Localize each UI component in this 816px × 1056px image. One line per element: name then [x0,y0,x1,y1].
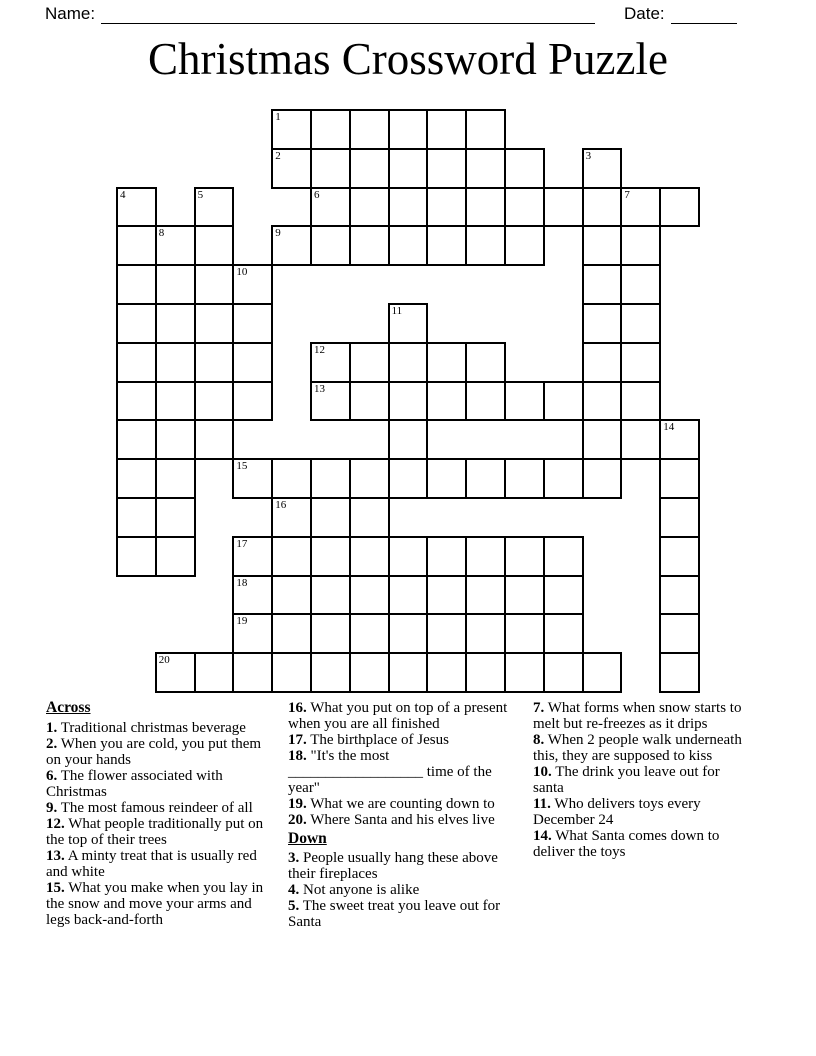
grid-cell [659,575,700,616]
clue-text: People usually hang these above their fireplaces [288,850,498,882]
grid-cell-number: 18 [236,576,248,589]
grid-cell [388,381,429,422]
grid-cell [582,458,623,499]
name-label: Name: [45,4,96,23]
grid-cell [465,536,506,577]
clue-text: What you make when you lay in the snow and move your arms and legs back-and-forth [46,880,264,928]
clue-number: 10. [533,764,552,780]
grid-cell [465,342,506,383]
grid-cell [116,225,157,266]
clue-number: 7. [533,700,545,716]
clue-number: 14. [533,828,552,844]
grid-cell [543,613,584,654]
grid-cell [465,652,506,693]
grid-cell-number: 12 [314,343,325,356]
clue-number: 5. [288,898,300,914]
grid-cell [388,652,429,693]
grid-cell [116,497,157,538]
clue [533,828,752,860]
grid-cell-number: 5 [197,188,204,201]
grid-cell [271,652,312,693]
clue-number: 11. [533,796,551,812]
grid-cell [582,381,623,422]
grid-cell [116,187,157,228]
grid-cell [388,458,429,499]
down-heading: Down [288,830,327,847]
grid-cell [310,613,351,654]
grid-cell [155,458,196,499]
clue-text: When 2 people walk underneath this, they are supposed to kiss [533,732,742,764]
grid-cell [349,381,390,422]
across-clues-part2 [288,700,512,828]
clue-number: 15. [46,880,65,896]
grid-cell [388,187,429,228]
grid-cell [426,342,467,383]
grid-cell [116,458,157,499]
clue-text: A minty treat that is usually red and white [46,848,257,880]
grid-cell [232,381,273,422]
grid-cell [465,187,506,228]
grid-cell [504,148,545,189]
clue [533,700,752,732]
grid-cell-number: 10 [236,266,248,279]
grid-cell [426,225,467,266]
grid-cell [426,652,467,693]
grid-cell-number: 15 [236,460,248,473]
grid-cell [388,148,429,189]
clue-number: 12. [46,816,65,832]
grid-cell [620,264,661,305]
grid-cell [116,381,157,422]
grid-cell-number: 13 [314,382,325,395]
grid-cell [582,419,623,460]
grid-cell [620,342,661,383]
grid-cell [426,575,467,616]
clue-number: 2. [46,736,58,752]
grid-cell [504,458,545,499]
grid-cell [349,109,390,150]
clue-text: What you put on top of a present when you are all finished [288,700,508,732]
grid-cell [582,652,623,693]
grid-cell-number: 9 [275,227,281,240]
grid-cell-number: 3 [585,149,592,162]
grid-cell [504,187,545,228]
grid-cell [232,303,273,344]
clue [533,796,752,828]
grid-cell-number: 14 [663,421,675,434]
grid-cell [504,652,545,693]
clue [288,898,512,930]
clue-number: 20. [288,812,307,828]
clue [288,812,512,828]
grid-cell [426,109,467,150]
grid-cell [504,381,545,422]
grid-cell [620,381,661,422]
clue [533,764,752,796]
clue-column-1 [46,700,279,928]
clue-text: What people traditionally put on the top of their trees [46,816,264,848]
page-title: Christmas Crossword Puzzle [148,34,668,84]
grid-cell [349,536,390,577]
grid-cell [582,303,623,344]
grid-cell [194,264,235,305]
clue-number: 13. [46,848,65,864]
grid-cell-number: 2 [275,149,281,162]
grid-cell [349,187,390,228]
grid-cell [388,419,429,460]
grid-cell [194,225,235,266]
clue-number: 17. [288,732,307,748]
clue [288,700,512,732]
grid-cell [310,342,351,383]
clue [46,848,279,880]
grid-cell [349,652,390,693]
grid-cell [465,575,506,616]
grid-cell [388,613,429,654]
down-clues-part2 [533,700,752,860]
grid-cell-number: 7 [624,188,630,201]
grid-cell [194,187,235,228]
grid-cell [155,225,196,266]
grid-cell [310,187,351,228]
grid-cell [465,148,506,189]
grid-cell [620,419,661,460]
clue-text: The most famous reindeer of all [60,800,253,816]
clue-number: 16. [288,700,307,716]
crossword-grid [116,109,702,695]
grid-cell [465,225,506,266]
grid-cell-number: 8 [158,227,165,240]
clue [46,880,279,928]
clue [46,816,279,848]
clue-number: 4. [288,882,300,898]
grid-cell [310,225,351,266]
grid-cell [155,381,196,422]
clue [46,736,279,768]
grid-cell [388,109,429,150]
grid-cell [659,458,700,499]
clue-number: 9. [46,800,58,816]
grid-cell [465,458,506,499]
grid-cell [620,225,661,266]
grid-cell [232,458,273,499]
clue-text: The drink you leave out for santa [533,764,720,796]
date-label: Date: [624,4,665,23]
clue-text: What Santa comes down to deliver the toys [533,828,720,860]
grid-cell [659,497,700,538]
grid-cell [349,497,390,538]
grid-cell [155,419,196,460]
grid-cell [155,303,196,344]
clue [288,732,512,748]
grid-cell [116,303,157,344]
grid-cell [388,536,429,577]
grid-cell [310,381,351,422]
grid-cell [155,342,196,383]
grid-cell [504,575,545,616]
grid-cell [543,381,584,422]
grid-cell [116,536,157,577]
grid-cell [388,225,429,266]
grid-cell [310,652,351,693]
clue [288,796,512,812]
clue-text: Who delivers toys every December 24 [533,796,701,828]
grid-cell [271,109,312,150]
grid-cell [426,381,467,422]
grid-cell [116,342,157,383]
grid-cell [194,652,235,693]
grid-cell [232,264,273,305]
grid-cell [543,652,584,693]
grid-cell [349,148,390,189]
clue-number: 3. [288,850,300,866]
grid-cell [155,536,196,577]
clue-number: 19. [288,796,307,812]
grid-cell [271,613,312,654]
grid-cell [271,225,312,266]
clue [46,768,279,800]
grid-cell [310,109,351,150]
grid-cell [310,458,351,499]
grid-cell [543,575,584,616]
grid-cell [465,613,506,654]
clue-text: Not anyone is alike [303,882,420,898]
grid-cell [194,381,235,422]
clue-text: The flower associated with Christmas [46,768,223,800]
grid-cell [271,458,312,499]
grid-cell [349,458,390,499]
grid-cell [659,419,700,460]
grid-cell [271,497,312,538]
grid-cell [271,148,312,189]
grid-cell [659,536,700,577]
grid-cell [271,536,312,577]
grid-cell [310,536,351,577]
grid-cell [349,225,390,266]
clue [46,800,279,816]
grid-cell [659,652,700,693]
grid-cell [388,303,429,344]
grid-cell [116,419,157,460]
grid-cell [426,187,467,228]
grid-cell [232,652,273,693]
clue-text: Traditional christmas beverage [60,720,246,736]
name-blank-line [101,6,595,24]
clue-text: The birthplace of Jesus [310,732,449,748]
clue-number: 1. [46,720,58,736]
grid-cell [310,575,351,616]
grid-cell [349,342,390,383]
grid-cell [232,536,273,577]
grid-cell [388,575,429,616]
grid-cell [582,264,623,305]
grid-cell-number: 19 [236,615,248,628]
grid-cell [426,148,467,189]
clue-number: 18. [288,748,307,764]
clue [533,732,752,764]
grid-cell [232,575,273,616]
grid-cell [426,536,467,577]
clue-text: The sweet treat you leave out for Santa [288,898,501,930]
grid-cell [310,497,351,538]
grid-cell [659,613,700,654]
clue [288,850,512,882]
clue-number: 6. [46,768,58,784]
grid-cell [582,225,623,266]
grid-cell [155,497,196,538]
grid-cell [659,187,700,228]
clue-text: What we are counting down to [310,796,495,812]
grid-cell-number: 16 [275,499,287,511]
grid-cell-number: 17 [236,537,248,550]
clue-text: Where Santa and his elves live [310,812,495,828]
grid-cell-number: 1 [275,111,281,123]
grid-cell [620,303,661,344]
clue-column-3 [533,700,752,860]
clue [46,720,279,736]
clue [288,882,512,898]
across-clues-part1 [46,720,279,928]
grid-cell [232,613,273,654]
grid-cell [349,575,390,616]
grid-cell [504,536,545,577]
grid-cell [504,225,545,266]
grid-cell [465,109,506,150]
clue-text: When you are cold, you put them on your hands [46,736,262,768]
grid-cell-number: 6 [314,188,320,201]
grid-cell [349,613,390,654]
clue-column-2 [288,700,512,930]
grid-cell [582,342,623,383]
grid-cell [155,264,196,305]
grid-cell [582,187,623,228]
clue-text: What forms when snow starts to melt but re-freezes as it drips [533,700,742,732]
grid-cell [543,458,584,499]
grid-cell [543,187,584,228]
grid-cell [426,458,467,499]
grid-cell-number: 4 [120,188,126,201]
grid-cell [426,613,467,654]
grid-cell [543,536,584,577]
grid-cell [465,381,506,422]
grid-cell [504,613,545,654]
grid-cell [271,575,312,616]
grid-cell [310,148,351,189]
across-heading: Across [46,699,91,716]
grid-cell [620,187,661,228]
grid-cell [388,342,429,383]
grid-cell [194,419,235,460]
grid-cell [194,342,235,383]
clue [288,748,512,796]
date-blank-line [671,6,737,24]
grid-cell [116,264,157,305]
down-clues-part1 [288,850,512,930]
grid-cell [155,652,196,693]
grid-cell [194,303,235,344]
clue-number: 8. [533,732,545,748]
grid-cell-number: 20 [158,654,170,667]
clue-text: "It's the most __________________ time of the year" [288,748,492,796]
grid-cell-number: 11 [391,305,403,317]
grid-cell [582,148,623,189]
grid-cell [232,342,273,383]
